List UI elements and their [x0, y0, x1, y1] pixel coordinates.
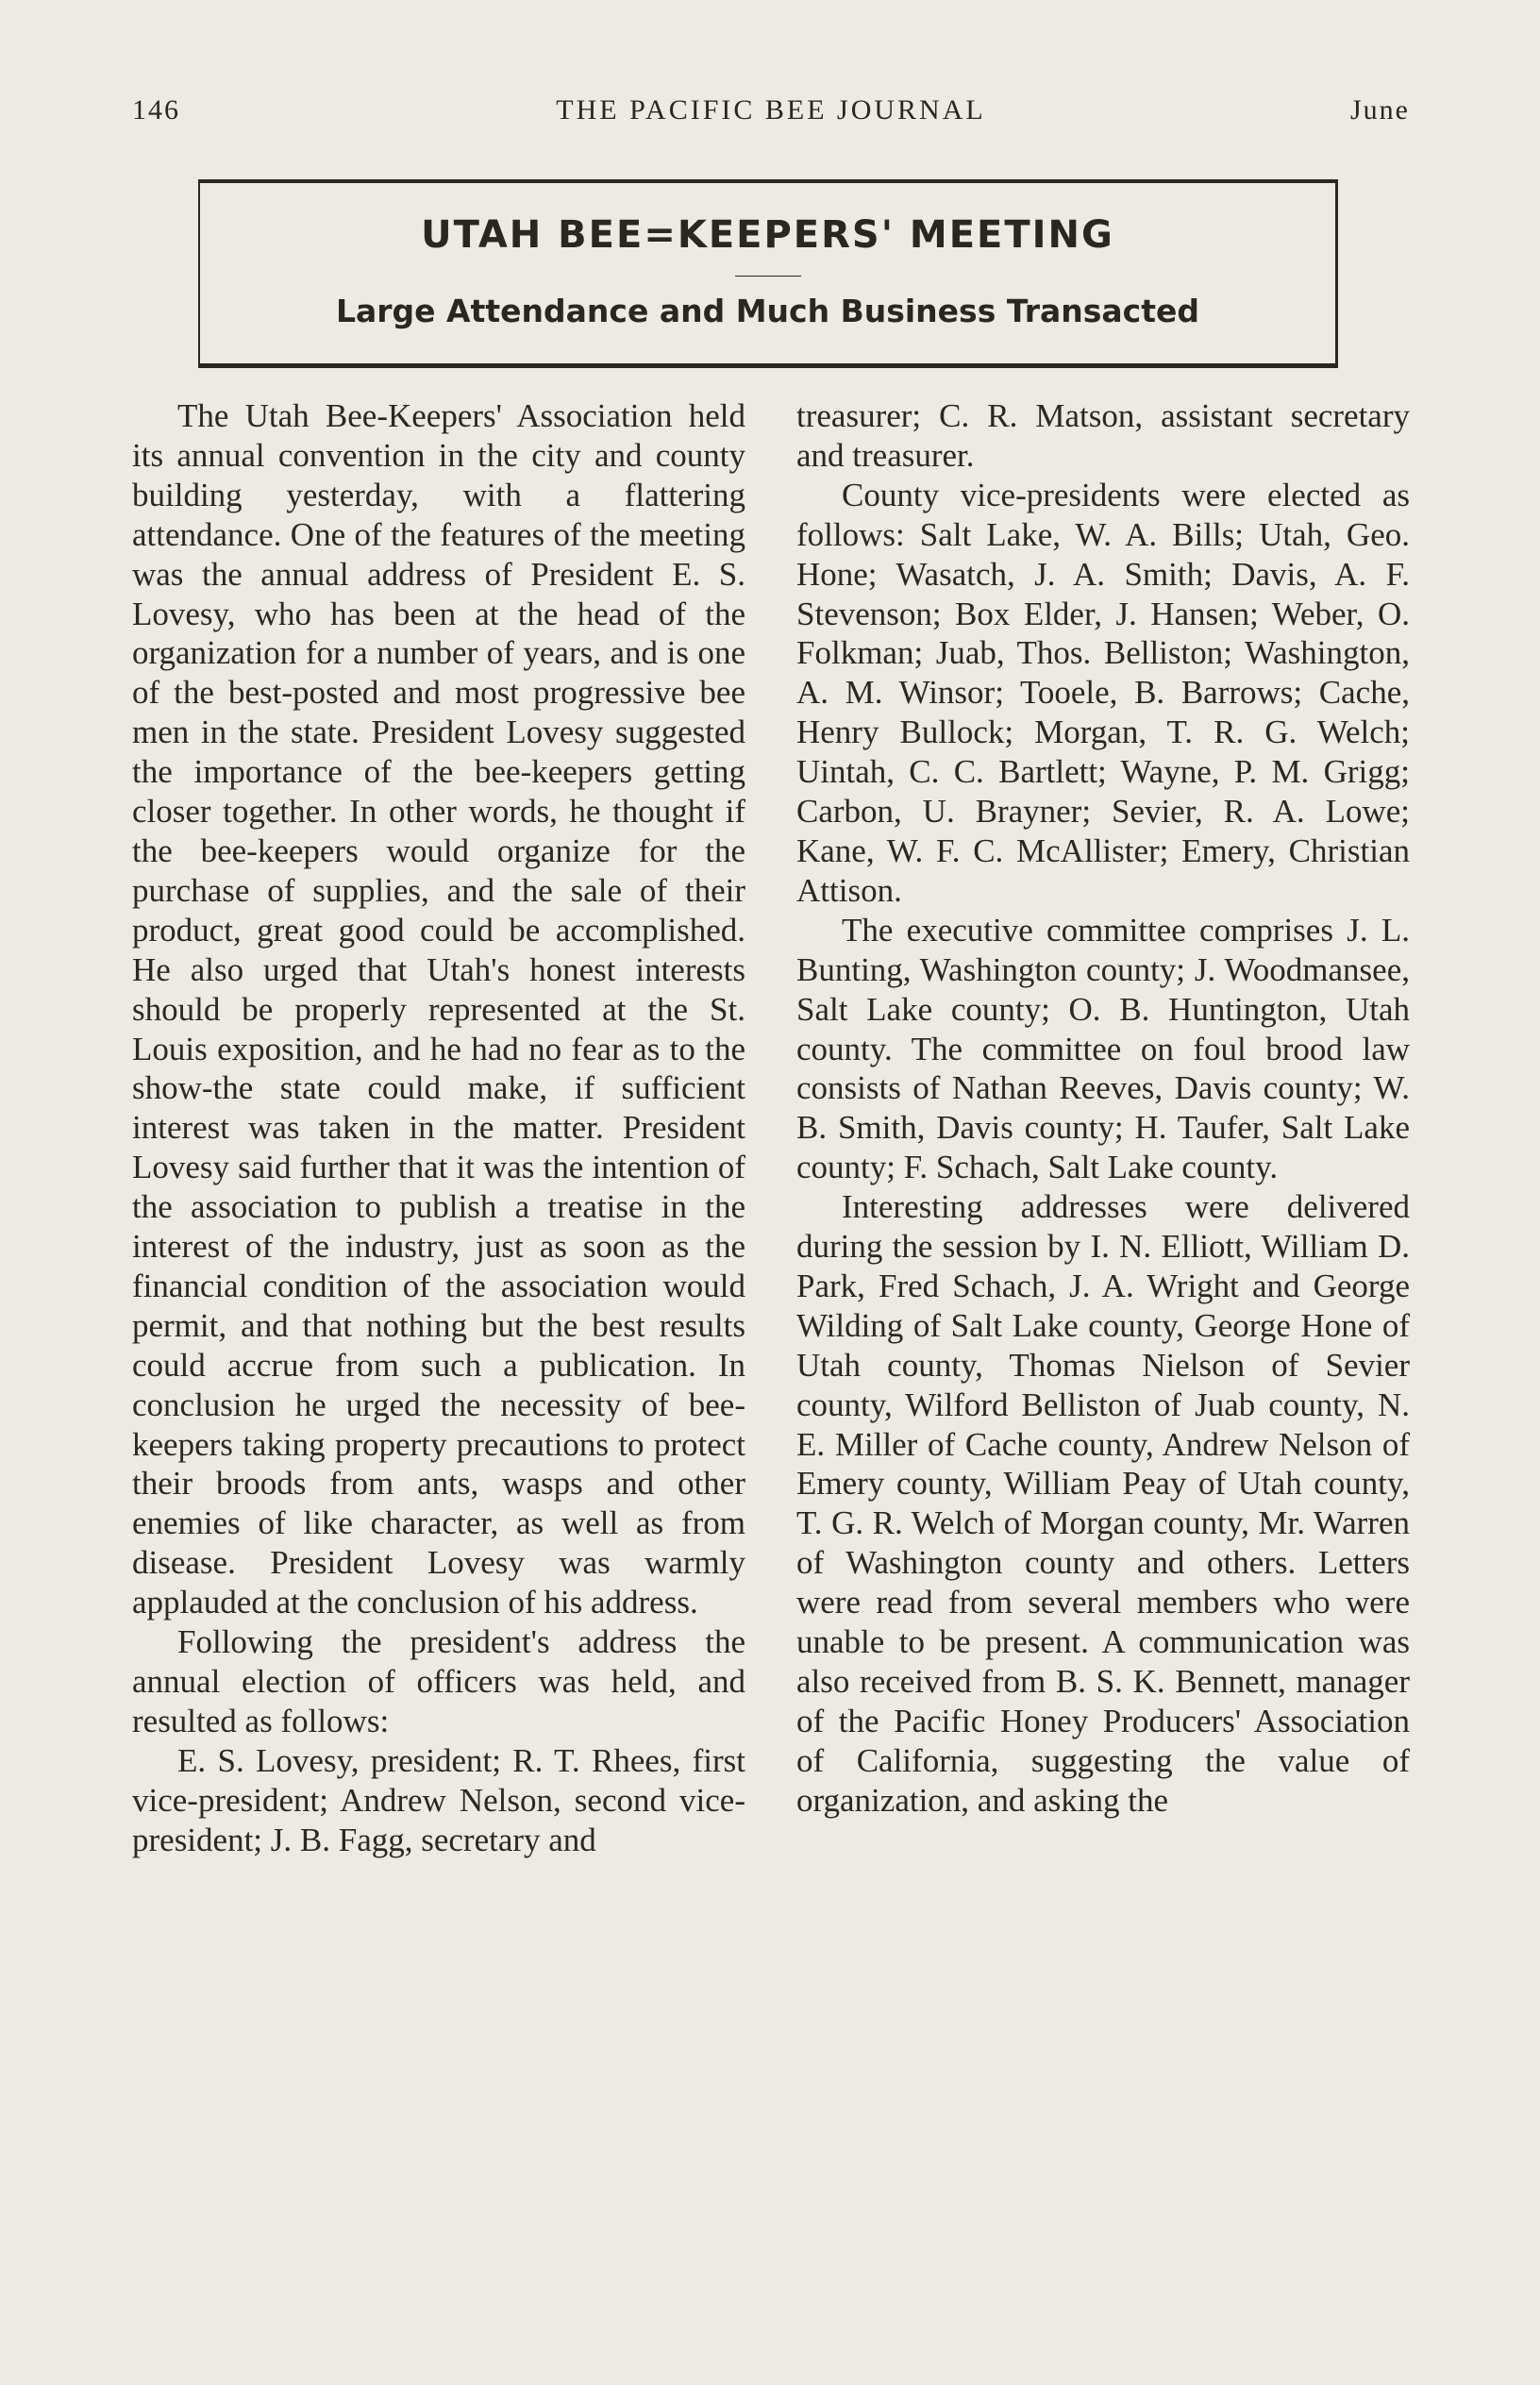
paragraph-county-vice-presidents: County vice-presidents were elected as follows: Salt Lake, W. A. Bills; Utah, Geo. Hone; Wasatch, J. A. Smith; Davis, A. F. Stevenson; Box Elder, J. Hansen; Weber, O. Folkman; Juab, Thos. Belliston; Washington, A. M. Winsor; Tooele, B. Barrows; Cache, Henry Bullock; Morgan, T. R. G. Welch; Uintah, C. C. Bartlett; Wayne, P. M. Grigg; Carbon, U. Brayner; Sevier, R. A. Lowe; Kane, W. F. C. McAllister; Emery, Christian Attison. [796, 476, 1410, 909]
paragraph-officers-continued: treasurer; C. R. Matson, assistant secretary and treasurer. [796, 397, 1410, 474]
paragraph-committees: The executive committee comprises J. L. Bunting, Washington county; J. Woodmansee, Salt Lake county; O. B. Huntington, Utah county. The committee on foul brood law consists of Nathan Reeves, Davis county; W. B. Smith, Davis county; H. Taufer, Salt Lake county; F. Schach, Salt Lake county. [796, 911, 1410, 1186]
paragraph-addresses: Interesting addresses were delivered during the session by I. N. Elliott, William D. Park, Fred Schach, J. A. Wright and George Wilding of Salt Lake county, George Hone of Utah county, Thomas Nielson of Sevier county, Wilford Belliston of Juab county, N. E. Miller of Cache county, Andrew Nelson of Emery county, William Peay of Utah county, T. G. R. Welch of Morgan county, Mr. Warren of Washington county and others. Letters were read from several members who were unable to be present. A communication was also received from B. S. K. Bennett, manager of the Pacific Honey Producers' Association of California, suggesting the value of organization, and asking the [796, 1188, 1410, 1819]
article-headline: UTAH BEE=KEEPERS' MEETING [421, 213, 1114, 257]
issue-month: June [1350, 94, 1410, 126]
running-head [132, 94, 1410, 136]
page-number: 146 [132, 94, 180, 126]
headline-box [198, 179, 1338, 368]
paragraph-convention: The Utah Bee-Keepers' Association held its annual convention in the city and county building yesterday, with a flattering attendance. One of the features of the meeting was the annual address of President E. S. Lovesy, who has been at the head of the organization for a number of years, and is one of the best-posted and most progressive bee men in the state. President Lovesy suggested the importance of the bee-keepers getting closer together. In other words, he thought if the bee-keepers would organize for the purchase of supplies, and the sale of their product, great good could be accomplished. He also urged that Utah's honest interests should be properly represented at the St. Louis exposition, and he had no fear as to the show-the state could make, if sufficient interest was taken in the matter. President Lovesy said further that it was the intention of the association to publish a treatise in the interest of the industry, just as soon as the financial condition of the association would permit, and that nothing but the best results could accrue from such a publication. In conclusion he urged the necessity of bee-keepers taking property precautions to protect their broods from ants, wasps and other enemies of like character, as well as from disease. President Lovesy was warmly applauded at the conclusion of his address. [132, 397, 745, 1621]
paragraph-officers: E. S. Lovesy, president; R. T. Rhees, first vice-president; Andrew Nelson, second vice-president; J. B. Fagg, secretary and [132, 1741, 745, 1858]
right-column [796, 396, 1410, 1821]
left-column [132, 396, 745, 1860]
article-subhead: Large Attendance and Much Business Transacted [335, 293, 1199, 329]
headline-divider [735, 276, 801, 277]
journal-title: THE PACIFIC BEE JOURNAL [556, 94, 986, 126]
paragraph-election-intro: Following the president's address the annual election of officers was held, and resulted as follows: [132, 1623, 745, 1739]
